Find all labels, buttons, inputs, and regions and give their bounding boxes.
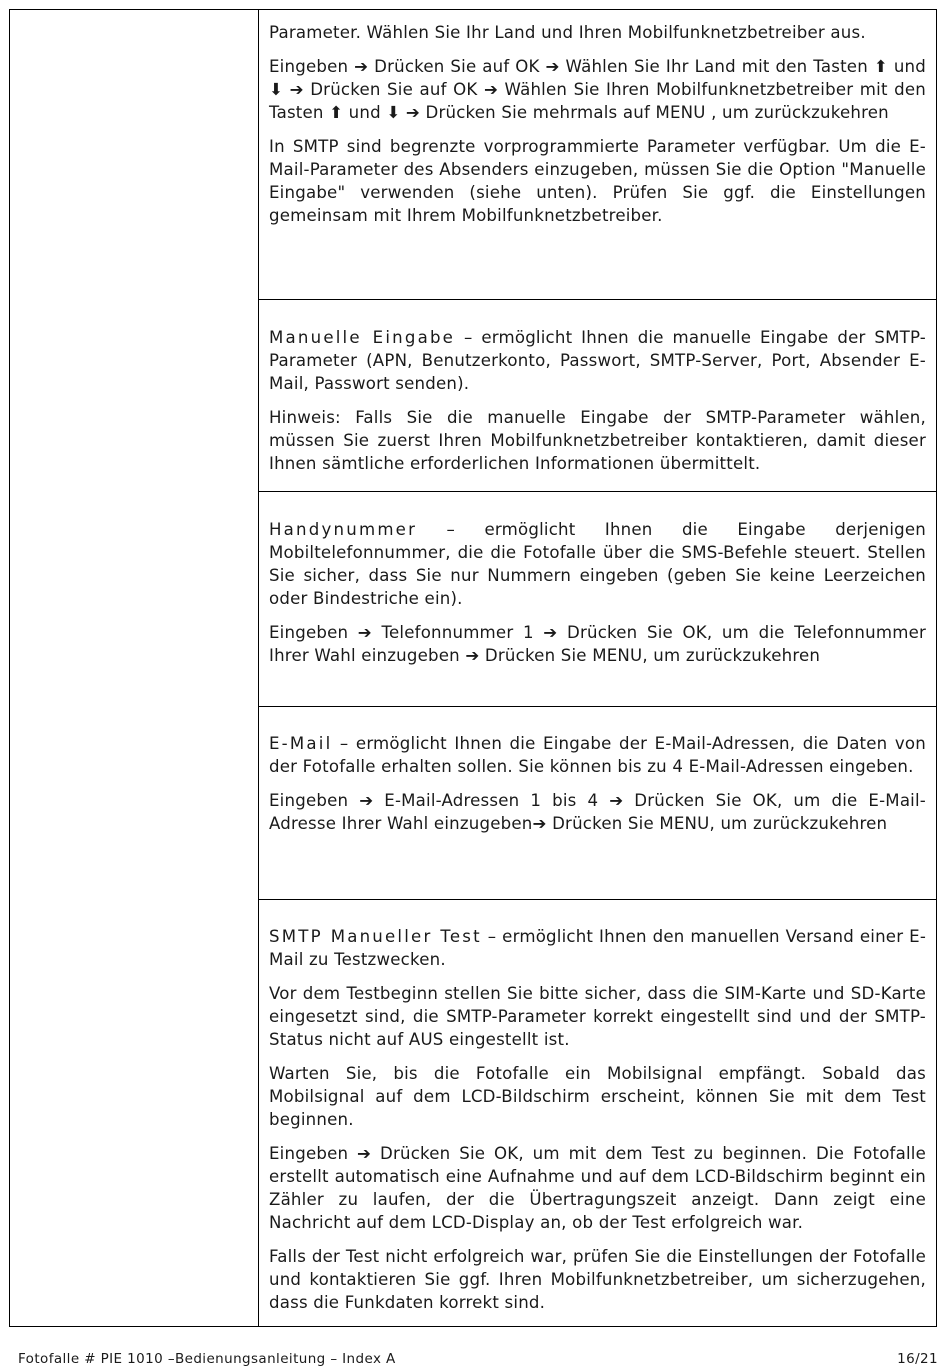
paragraph: Falls der Test nicht erfolgreich war, prüfen Sie die Einstellungen der Fotofalle und kontaktieren Sie ggf. Ihren Mobilfunknetzbetreiber, um sicherzugehen, dass die Funkdaten korrekt sind. bbox=[269, 1247, 926, 1312]
table-left-column bbox=[10, 10, 259, 1326]
paragraph: Parameter. Wählen Sie Ihr Land und Ihren Mobilfunknetzbetreiber aus. bbox=[269, 23, 866, 42]
term-description: – ermöglicht Ihnen die manuelle Eingabe der SMTP-Parameter (APN, Benutzerkonto, Passwort, SMTP-Server, Port, Absender E-Mail, Passwort senden). bbox=[269, 328, 926, 393]
paragraph: Hinweis: Falls Sie die manuelle Eingabe der SMTP-Parameter wählen, müssen Sie zuerst Ihren Mobilfunknetzbetreiber kontaktieren, damit dieser Ihnen sämtliche erforderlichen Informationen übermittelt. bbox=[269, 408, 926, 473]
paragraph bbox=[269, 732, 926, 778]
paragraph: Vor dem Testbeginn stellen Sie bitte sicher, dass die SIM-Karte und SD-Karte eingesetzt sind, die SMTP-Parameter korrekt eingestellt sind und der SMTP-Status nicht auf AUS eingestellt ist. bbox=[269, 984, 926, 1049]
paragraph bbox=[269, 925, 926, 971]
section-manual-entry bbox=[259, 300, 936, 492]
paragraph: Eingeben ➔ E-Mail-Adressen 1 bis 4 ➔ Drücken Sie OK, um die E-Mail-Adresse Ihrer Wahl einzugeben➔ Drücken Sie MENU, um zurückzukehren bbox=[269, 791, 926, 833]
term-label: SMTP Manueller Test bbox=[269, 927, 482, 946]
paragraph: Eingeben ➔ Telefonnummer 1 ➔ Drücken Sie OK, um die Telefonnummer Ihrer Wahl einzugeben ➔ Drücken Sie MENU, um zurückzukehren bbox=[269, 623, 926, 665]
paragraph bbox=[269, 518, 926, 610]
table-right-column bbox=[259, 10, 936, 1326]
term-label: Handynummer bbox=[269, 520, 418, 539]
term-label: Manuelle Eingabe bbox=[269, 328, 456, 347]
paragraph: Warten Sie, bis die Fotofalle ein Mobilsignal empfängt. Sobald das Mobilsignal auf dem LCD-Bildschirm erscheint, können Sie mit dem Test beginnen. bbox=[269, 1064, 926, 1129]
page-number: 16/21 bbox=[897, 1351, 938, 1367]
term-label: E-Mail bbox=[269, 734, 333, 753]
section-network-selection bbox=[259, 10, 936, 300]
section-email bbox=[259, 707, 936, 900]
term-description: – ermöglicht Ihnen den manuellen Versand einer E-Mail zu Testzwecken. bbox=[269, 927, 927, 969]
section-phone-number bbox=[259, 492, 936, 707]
term-description: – ermöglicht Ihnen die Eingabe der E-Mail-Adressen, die Daten von der Fotofalle erhalten sollen. Sie können bis zu 4 E-Mail-Adressen eingeben. bbox=[269, 734, 926, 776]
paragraph: Eingeben ➔ Drücken Sie OK, um mit dem Test zu beginnen. Die Fotofalle erstellt automatisch eine Aufnahme und auf dem LCD-Bildschirm beginnt ein Zähler zu laufen, der die Übertragungszeit anzeigt. Dann zeigt eine Nachricht auf dem LCD-Display an, ob der Test erfolgreich war. bbox=[269, 1144, 926, 1232]
section-smtp-manual-test bbox=[259, 900, 936, 1314]
page-footer bbox=[18, 1351, 938, 1367]
paragraph: In SMTP sind begrenzte vorprogrammierte Parameter verfügbar. Um die E-Mail-Parameter des Absenders einzugeben, müssen Sie die Option "Manuelle Eingabe" verwenden (siehe unten). Prüfen Sie ggf. die Einstellungen gemeinsam mit Ihrem Mobilfunknetzbetreiber. bbox=[269, 137, 926, 225]
document-table bbox=[9, 9, 937, 1327]
paragraph: Eingeben ➔ Drücken Sie auf OK ➔ Wählen Sie Ihr Land mit den Tasten ⬆ und ⬇ ➔ Drücken Sie auf OK ➔ Wählen Sie Ihren Mobilfunknetzbetreiber mit den Tasten ⬆ und ⬇ ➔ Drücken Sie mehrmals auf MENU , um zurückzukehren bbox=[269, 57, 926, 122]
term-description: – ermöglicht Ihnen die Eingabe derjenigen Mobiltelefonnummer, die die Fotofalle über die SMS-Befehle steuert. Stellen Sie sicher, dass Sie nur Nummern eingeben (geben Sie keine Leerzeichen oder Bindestriche ein). bbox=[269, 520, 926, 608]
footer-title: Fotofalle # PIE 1010 –Bedienungsanleitung – Index A bbox=[18, 1351, 396, 1367]
paragraph bbox=[269, 326, 926, 395]
